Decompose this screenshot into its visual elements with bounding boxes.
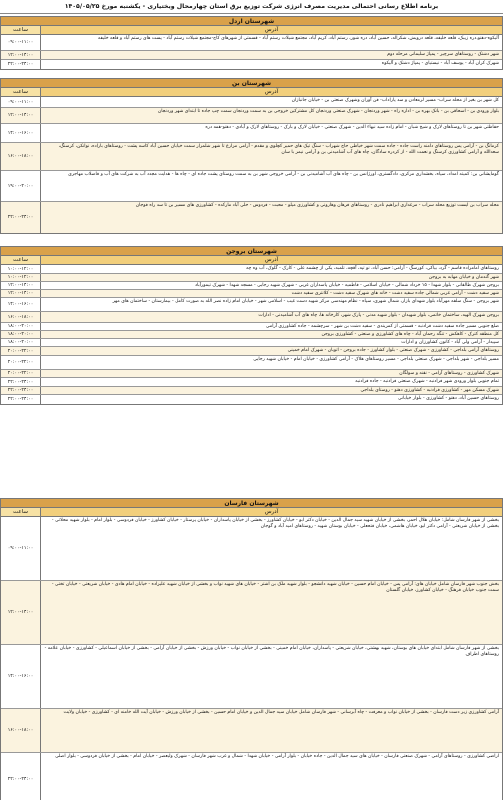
time-cell: ۰۹:۰۰-۱۱:۰۰ <box>1 517 41 580</box>
table-row <box>1 108 502 124</box>
header-time: ساعت <box>1 26 41 34</box>
time-cell: ۱۲:۰۰-۱۴:۰۰ <box>1 108 41 123</box>
table-row <box>1 298 502 312</box>
time-cell: ۲۲:۰۰-۲۴:۰۰ <box>1 395 41 404</box>
address-cell: حفاظتی شهر بن تا روستاهای لارک و شیخ شبان - امام زاده سید نبهاء الدین - شهرک صنعتی - خیابان لارک و بارک - روستاهای لارک و آبادی - دهنو-همه دره <box>41 124 502 142</box>
address-cell: شهر دشتک - روستاهای سرچیر - پمپاژ سلیمانی مرحله دوم <box>41 51 502 59</box>
table-row <box>1 312 502 323</box>
time-cell: ۱۲:۰۰-۱۴:۰۰ <box>1 51 41 59</box>
time-cell: ۱۸:۰۰-۲۰:۰۰ <box>1 323 41 330</box>
time-cell: ۱۲:۰۰-۱۴:۰۰ <box>1 290 41 297</box>
header-time: ساعت <box>1 508 41 516</box>
address-cell: شهر سفید دشت - آرامی غربی شمالی جاده سفید دشت - خانه های شهرک سفید دشت - کلانتری سفید دشت <box>41 290 502 297</box>
time-cell: ۲۲:۰۰-۲۴:۰۰ <box>1 753 41 800</box>
table-row <box>1 387 502 395</box>
time-cell: ۲۲:۰۰-۲۴:۰۰ <box>1 202 41 233</box>
table-row <box>1 290 502 298</box>
table-row <box>1 356 502 370</box>
time-cell: ۲۰:۰۰-۲۲:۰۰ <box>1 356 41 369</box>
address-cell: آرامی کشاورزی زیر دست فارسان - بخشی از خیابان نواب و معرفت - چاه آبرسانی - شهر فارسان شامل خیابان سید جمال الدین و خیابان امام حسین - بخشی از خیابان ورزش - خیابان آیت الله خامنه ای - کشاورزی - خیابان ولایت <box>41 709 502 752</box>
time-cell: ۲۲:۰۰-۲۴:۰۰ <box>1 378 41 386</box>
table-row <box>1 395 502 404</box>
address-cell: بلوار ورودی بن - اسحاقی بن - بانک بهره بن - اداره راه - شهر وردنجان - شهرک صنعتی وردنجان کل مشترکین خروجی بن به سمت وردنجان سمت چپ جاده تا ابتدای شهر وردنجان <box>41 108 502 123</box>
time-cell: ۱۶:۰۰-۱۸:۰۰ <box>1 312 41 322</box>
table-row <box>1 143 502 171</box>
address-cell: کرمانگ بن - آرامی پس روستاهای دامنه راست جاده - جاده سمت شهر خیاطی حاج شهراب - سنگ تپک های حمیر کچلوی و مقدم - آرامی مزارع تا شهر شلمزار سمت خیابان حسین آباد کاسه پشت - روستاهای باراده، نوانکن، کرسنگ، سعدالله و آرامی کشاورزی کرسنگ و نعمت الله - از کردره سادگان، چاه های آب آشامیدنی بن و آرامی نیمز با سان <box>41 143 502 170</box>
city-name: شهرستان اردل <box>1 17 502 26</box>
city-section <box>0 78 503 234</box>
time-cell: ۱۸:۰۰-۲۰:۰۰ <box>1 339 41 346</box>
address-cell: مسیر بلداجی - شهر بلداجی - شهرک صنعتی بلداجی - مسیر روستاهای هلاک - آرامی کشاورزی - خیابان امام - خیابان شهید رجایی <box>41 356 502 369</box>
address-cell: آلیکوه-دهنو،دره زیبک، قلعه خلیفه، قلعه درویش، شکراله، حسین آباد، دره شور، رستم آباد، کریم آباد، مجتمع شیلات رستم آباد - قسمتی از شهرهای کاج-مجتمع شیلات رستم آباد - پست های رستم آباد و قلعه خلیفه <box>41 35 502 50</box>
address-cell: بخشی از شهر فارسان شامل: خیابان هلال احمر، بخشی از خیابان شهید سید جمال الدین - خیابان دکتر ابو - خیابان کشاورز - بخشی از خیابان پاسداران - خیابان پرستار - خیابان کشاورز - خیابان فردوسی - بلوار امام - بلوار شهید محلاتی - بخشی از خیابان شریعتی - آرامی دکتر ابو، خیابان هاشمی، خیابان فتحعلی - خیابان بوستان شهید - روستاهای امید آباد و گوجان <box>41 517 502 580</box>
time-cell: ۲۰:۰۰-۲۲:۰۰ <box>1 347 41 355</box>
table-row <box>1 97 502 108</box>
table-row <box>1 60 502 69</box>
city-name: شهرستان بن <box>1 79 502 88</box>
time-cell: ۱۲:۰۰-۱۴:۰۰ <box>1 581 41 644</box>
time-cell: ۰۹:۰۰-۱۱:۰۰ <box>1 97 41 107</box>
table-row <box>1 331 502 339</box>
address-cell: سپیدار - آرامی ولی آباد - کانون کشاورزان و ادارات <box>41 339 502 346</box>
table-header <box>1 26 502 35</box>
address-cell: اراضی کشاورزی - روستاهای آرامی - شهرک صنعتی فارسان - خیابان های سید جمال الدین - جاده خیابان - بلوار آرامی - خیابان شهدا - شمال و غرب شهر فارسان - شهرک ولیعصر - خیابان امام - بخشی از خیابان فردوسی - بلوار اصلی <box>41 753 502 800</box>
address-cell: کل شهر بن بغیر از محله سراب- مسیر لرمعادن و سد پاراداب- فن آوران وشهرک صنعتی بن - خیابان جانبازان <box>41 97 502 107</box>
address-cell: بروجن شهرک الهیه، ساختمان خاتمی، بلوار شهیدان - بلوار شهید مدنی - پارک شهر، کارخانه ها، چاه های آب آشامیدنی - ادارات <box>41 312 502 322</box>
header-time: ساعت <box>1 256 41 264</box>
time-cell: ۱۶:۰۰-۱۸:۰۰ <box>1 709 41 752</box>
address-cell: شهرک مسکن مهر - کشاورزی فرادنبه - کشاورزی دهنو - روستای بلداجی <box>41 387 502 394</box>
table-row <box>1 347 502 356</box>
table-row <box>1 517 502 581</box>
time-cell: ۲۰:۰۰-۲۲:۰۰ <box>1 370 41 377</box>
address-cell: تمام جنوبی بلوار ورودی شهر فرادنبه - شهرک صنعتی فرادنبه - جاده فرادنبه <box>41 378 502 386</box>
address-cell: شهرک کشاورزی - روستاهای آرامی - نقنه و سولگان <box>41 370 502 377</box>
address-cell: بخش جنوب شهر فارسان شامل خیابان های: آرامی پس - خیابان امام حسین - خیابان شهید دانشجو - بلوار شهید ملک بن اشتر - خیابان های شهید نواب و بخشی از خیابان شهید علیزاده - خیابان امام هادی - خیابان شریعتی - خیابان تختی - سمت جنوب خیابان فرهنگ - خیابان کشاورز، خیابان گلستان <box>41 581 502 644</box>
address-cell: بخشی از شهر فارسان شامل ابتدای خیابان های بوستان، شهید بهشتی، خیابان شریعتی - پاسداران، خیابان امام خمینی - بخشی از خیابان نواب - خیابان ورزش - بخشی از خیابان آرامی - بخشی از خیابان اسماعیلی - کشاورزی - خیابان علامه - روستاهای اطراف <box>41 645 502 708</box>
time-cell: ۱۴:۰۰-۱۶:۰۰ <box>1 298 41 311</box>
time-cell: ۱۸:۰۰-۲۰:۰۰ <box>1 331 41 338</box>
table-row <box>1 124 502 143</box>
address-cell: بروجن شهرک طالقانی - بلوار شهدا - ۱۵ خرداد شمالی - خیابان اسلامی - فاطمیه - خیابان پاسداران غربی - شهرک شهید رجایی - مسجد شهدا - شهرک تیمورآباد <box>41 282 502 289</box>
city-name: شهرستان فارسان <box>1 499 502 508</box>
table-row <box>1 171 502 202</box>
table-row <box>1 282 502 290</box>
table-header <box>1 508 502 517</box>
table-row <box>1 339 502 347</box>
table-header <box>1 256 502 265</box>
time-cell: ۱۶:۰۰-۱۸:۰۰ <box>1 143 41 170</box>
address-cell: شهرک کران آباد - یوسف آباد - نیستیای - پمپاژ دشتک و آلیکوه <box>41 60 502 69</box>
page-title: برنامه اطلاع رسانی احتمالی مدیریت مصرف انرژی شرکت توزیع برق استان چهارمحال وبختیاری - یکشنبه مورخ ۱۴۰۵/۰۵/۲۵ <box>0 0 503 14</box>
table-row <box>1 202 502 233</box>
address-cell: شهر بروجن - سنگ سلفه مهرآباد بلوار شهدای بازار، شمال شهری، سپاه - نظام مهندسی مرکز شهید دست غیب - اسلامی شهر - خیابان امام زاده نصر الله به صورت کامل - بیمارستان - ساختمان های مهر <box>41 298 502 311</box>
address-cell: شهر گندمان و خیابان مهابه به بروجن <box>41 274 502 281</box>
time-cell: ۱۰:۰۰-۱۲:۰۰ <box>1 265 41 273</box>
time-cell: ۱۲:۰۰-۱۴:۰۰ <box>1 282 41 289</box>
address-cell: روستاهای امامزاده قاسم - گرد، بیاکی، کورسگ - آرامی: حسن آباد، نو تپه، آقچه، تلمبه، یکی از چشمه علی - کارک - گلوک، آب وه چه <box>41 265 502 273</box>
time-cell: ۲۲:۰۰-۲۴:۰۰ <box>1 60 41 69</box>
time-cell: ۲۲:۰۰-۲۴:۰۰ <box>1 387 41 394</box>
table-row <box>1 274 502 282</box>
table-row <box>1 370 502 378</box>
city-section <box>0 16 503 70</box>
city-name: شهرستان بروجن <box>1 247 502 256</box>
header-address: آدرس <box>41 508 502 516</box>
address-cell: محله سراب بن ایست توزیع محله سراب - مرغداری ابراهیم نادری - روستاهای فرهان وهارونی و کشاورزی میلو - محبت - فردوس - حلی آباد مارکده - کشاورزی های مسیر بن تا سد راه فوجان <box>41 202 502 233</box>
table-row <box>1 753 502 800</box>
city-section <box>0 498 503 800</box>
time-cell: ۱۴:۰۰-۱۶:۰۰ <box>1 645 41 708</box>
city-section <box>0 246 503 405</box>
time-cell: ۱۹:۰۰-۲۰:۰۰ <box>1 171 41 201</box>
header-address: آدرس <box>41 26 502 34</box>
table-header <box>1 88 502 97</box>
table-row <box>1 265 502 274</box>
table-row <box>1 51 502 60</box>
time-cell: ۰۹:۰۰-۱۱:۰۰ <box>1 35 41 50</box>
address-cell: ضلع جنوبی مسیر جاده سفید دشت فرادنبه - قسمتی از کمربندی - سفید دشت بن شهر - سرچشمه - جاده کشاورزی آرامی <box>41 323 502 330</box>
address-cell: کل منطقه کترک - کاهکش - تنگه رحمان آباد - چاه های کشاورزی و صنعتی - کشاورزی بروجن <box>41 331 502 338</box>
time-cell: ۱۰:۰۰-۱۲:۰۰ <box>1 274 41 281</box>
header-address: آدرس <box>41 88 502 96</box>
table-row <box>1 581 502 645</box>
table-row <box>1 709 502 753</box>
address-cell: روستاهای حسین آباد، دهنو - کشاورزی - بلوار خیابانی <box>41 395 502 404</box>
table-row <box>1 378 502 387</box>
address-cell: روستاهای آرامی بلداجی - کشاورزی - شهرک صنعتی - بلوار کشاورز - جاده بروجن - اتوبان - شهرک امام خمینی <box>41 347 502 355</box>
table-row <box>1 645 502 709</box>
table-row <box>1 35 502 51</box>
address-cell: گومایشانی بن: کمیته امداد، سپاه، بخشداری مرکزی، دادگستری، اورژانس بن - چاه های آب آشامیدنی بن - آرامی خروجی شهر بن به سمت روستای پشت جاده ای - چاه ها - هدایت مجدد آب به شرکت های آب و فاضلاب مهاجری <box>41 171 502 201</box>
header-time: ساعت <box>1 88 41 96</box>
time-cell: ۱۴:۰۰-۱۶:۰۰ <box>1 124 41 142</box>
header-address: آدرس <box>41 256 502 264</box>
table-row <box>1 323 502 331</box>
